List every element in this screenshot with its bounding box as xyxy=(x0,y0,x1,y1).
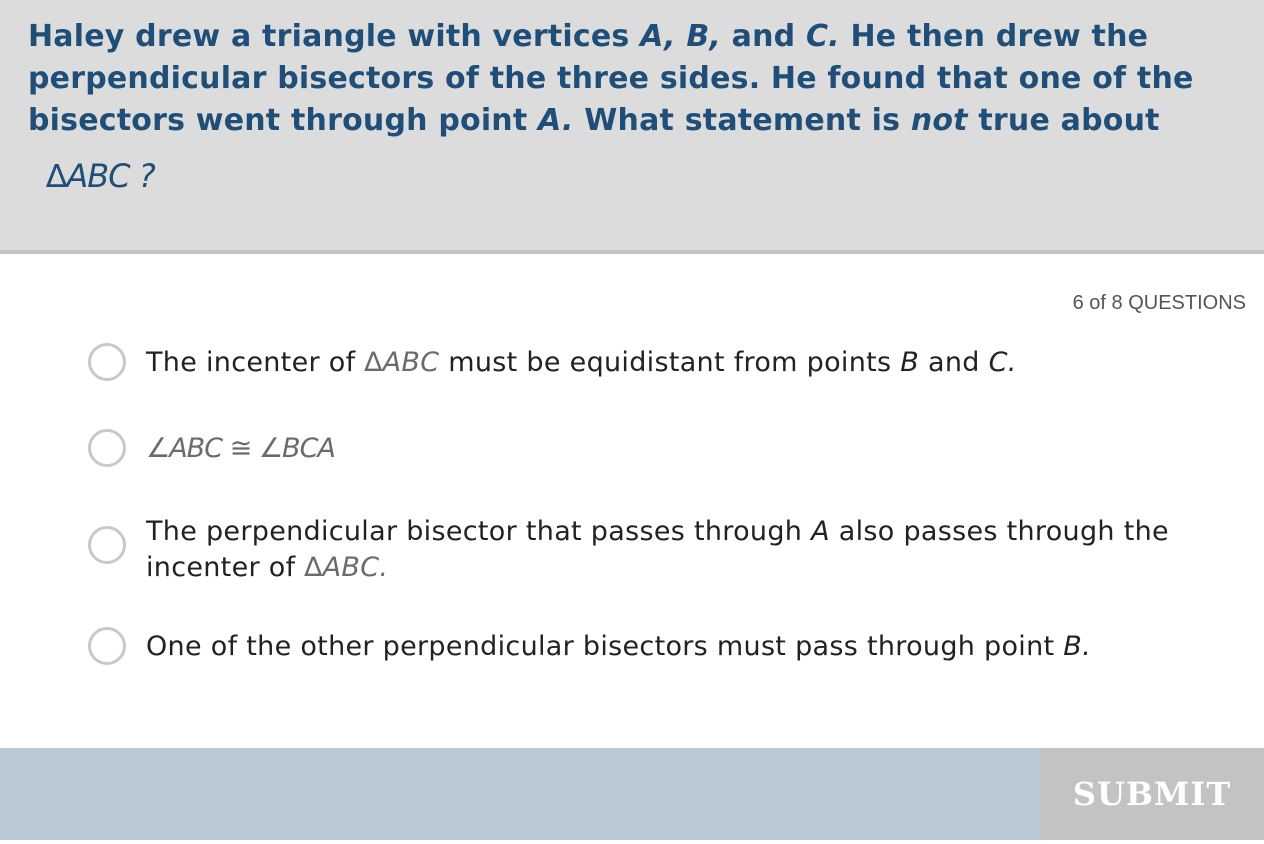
submit-button[interactable]: SUBMIT xyxy=(1040,748,1264,840)
option-2-math: ∠ABC ≅ ∠BCA xyxy=(146,433,335,464)
point-a-label: A. xyxy=(538,103,574,138)
question-line3-mid: What statement is xyxy=(573,103,911,138)
option-3-math: ∆ABC xyxy=(304,552,380,583)
question-divider xyxy=(0,250,1264,254)
option-4-text xyxy=(146,629,1256,665)
option-3-part-b: also passes through the xyxy=(829,516,1169,547)
question-line3-end: true about xyxy=(967,103,1160,138)
radio-button-4[interactable] xyxy=(88,627,126,665)
option-1-point-b: B xyxy=(900,347,920,378)
radio-button-2[interactable] xyxy=(88,429,126,467)
option-1-part-b: must be equidistant from points xyxy=(439,347,901,378)
option-1-part-c: and xyxy=(919,347,989,378)
option-1-part-a: The incenter of xyxy=(146,347,365,378)
radio-button-3[interactable] xyxy=(88,526,126,564)
question-line2-text: perpendicular bisectors of the three sides. He found that one of the xyxy=(28,61,1194,96)
option-3-period: . xyxy=(379,552,389,583)
not-emphasis: not xyxy=(910,103,968,138)
option-1-point-c: C. xyxy=(988,347,1017,378)
option-3-part-c: incenter of xyxy=(146,552,305,583)
radio-button-1[interactable] xyxy=(88,343,126,381)
option-3-point-a: A xyxy=(811,516,830,547)
option-4-part-a: One of the other perpendicular bisectors must pass through point xyxy=(146,631,1064,662)
answer-option-1[interactable] xyxy=(88,342,1258,384)
option-3-part-a: The perpendicular bisector that passes through xyxy=(146,516,812,547)
option-1-math: ∆ABC xyxy=(364,347,440,378)
vertex-b-label: B, xyxy=(675,19,721,54)
vertex-c-label: C. xyxy=(805,19,840,54)
question-triangle-math: ∆ABC ? xyxy=(46,157,155,195)
option-3-text xyxy=(146,514,1256,586)
answer-option-4[interactable] xyxy=(88,626,1258,668)
answer-option-3[interactable] xyxy=(88,514,1258,590)
question-and-text: and xyxy=(721,19,806,54)
question-line3-text: bisectors went through point xyxy=(28,103,539,138)
question-line1-end: He then drew the xyxy=(839,19,1149,54)
answer-option-2[interactable] xyxy=(88,428,1258,470)
option-1-text xyxy=(146,345,1256,381)
vertex-a-label: A, xyxy=(640,19,676,54)
question-panel xyxy=(0,0,1264,250)
question-progress: 6 of 8 QUESTIONS xyxy=(1072,292,1246,314)
question-text xyxy=(28,16,1228,142)
option-4-point-b: B. xyxy=(1063,631,1092,662)
question-line1-text: Haley drew a triangle with vertices xyxy=(28,19,641,54)
option-2-text xyxy=(146,431,1256,467)
footer-bar xyxy=(0,748,1040,840)
